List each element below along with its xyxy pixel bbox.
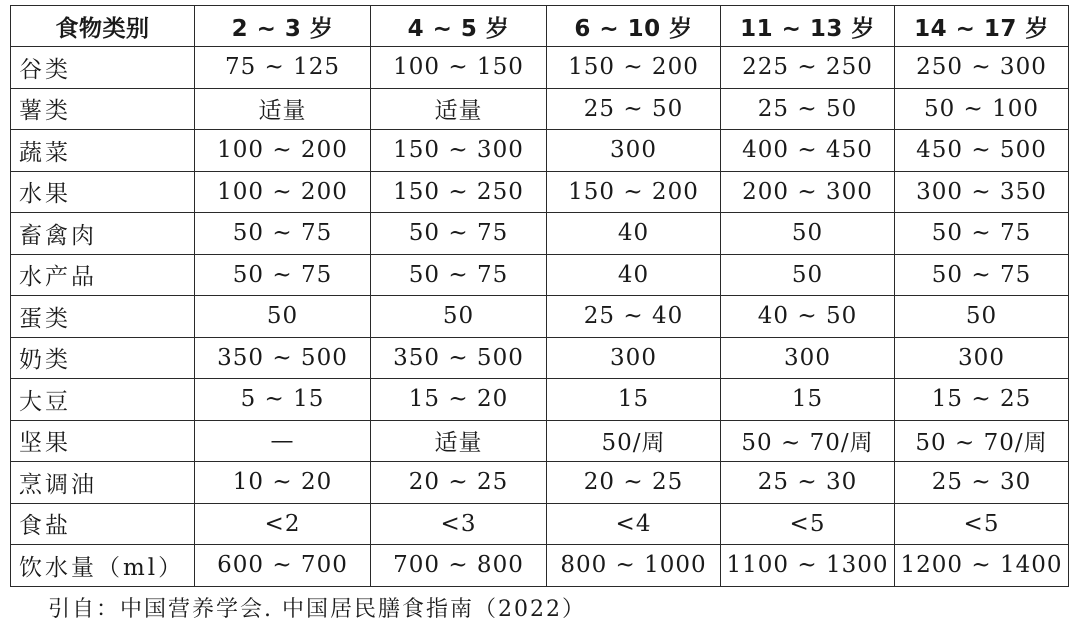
table-row — [11, 213, 1069, 255]
food-category-cell: 谷类 — [11, 47, 195, 89]
food-category-cell: 饮水量（ml） — [11, 545, 195, 587]
food-category-cell: 大豆 — [11, 379, 195, 421]
intake-value-cell: 40 ~ 50 — [721, 296, 895, 338]
table-row — [11, 171, 1069, 213]
header-age-4-5: 4 ~ 5 岁 — [371, 6, 547, 47]
intake-value-cell: 50 — [195, 296, 371, 338]
intake-value-cell: 50 ~ 75 — [195, 254, 371, 296]
intake-value-cell: 1200 ~ 1400 — [895, 545, 1069, 587]
intake-value-cell: 300 — [547, 337, 721, 379]
intake-value-cell: 50 ~ 75 — [895, 213, 1069, 255]
table-body — [11, 47, 1069, 587]
intake-value-cell: 50 ~ 75 — [895, 254, 1069, 296]
intake-value-cell: 15 ~ 20 — [371, 379, 547, 421]
intake-value-cell: 350 ~ 500 — [371, 337, 547, 379]
food-category-cell: 水果 — [11, 171, 195, 213]
table-row — [11, 379, 1069, 421]
header-age-6-10: 6 ~ 10 岁 — [547, 6, 721, 47]
intake-value-cell: 15 — [721, 379, 895, 421]
intake-value-cell: 300 — [895, 337, 1069, 379]
intake-value-cell: 适量 — [195, 88, 371, 130]
table-row — [11, 337, 1069, 379]
table-row — [11, 296, 1069, 338]
food-category-cell: 奶类 — [11, 337, 195, 379]
table-row — [11, 130, 1069, 172]
intake-value-cell: 50 — [721, 254, 895, 296]
intake-value-cell: 5 ~ 15 — [195, 379, 371, 421]
intake-value-cell: — — [195, 420, 371, 462]
table-row — [11, 88, 1069, 130]
table-row — [11, 503, 1069, 545]
intake-value-cell: 400 ~ 450 — [721, 130, 895, 172]
intake-value-cell: 15 — [547, 379, 721, 421]
intake-value-cell: 225 ~ 250 — [721, 47, 895, 89]
intake-value-cell: 15 ~ 25 — [895, 379, 1069, 421]
intake-value-cell: 25 ~ 40 — [547, 296, 721, 338]
intake-value-cell: 50 — [895, 296, 1069, 338]
food-category-cell: 蛋类 — [11, 296, 195, 338]
intake-value-cell: 150 ~ 300 — [371, 130, 547, 172]
intake-value-cell: <5 — [721, 503, 895, 545]
intake-value-cell: 150 ~ 200 — [547, 47, 721, 89]
food-category-cell: 蔬菜 — [11, 130, 195, 172]
table-row — [11, 47, 1069, 89]
intake-value-cell: 50 ~ 75 — [371, 254, 547, 296]
intake-value-cell: 50/周 — [547, 420, 721, 462]
intake-value-cell: 100 ~ 200 — [195, 130, 371, 172]
intake-value-cell: 300 — [547, 130, 721, 172]
intake-value-cell: 150 ~ 250 — [371, 171, 547, 213]
intake-value-cell: 50 — [721, 213, 895, 255]
intake-value-cell: 700 ~ 800 — [371, 545, 547, 587]
intake-value-cell: 1100 ~ 1300 — [721, 545, 895, 587]
table-row — [11, 545, 1069, 587]
table-row — [11, 462, 1069, 504]
header-age-2-3: 2 ~ 3 岁 — [195, 6, 371, 47]
intake-value-cell: 25 ~ 30 — [721, 462, 895, 504]
intake-table-container — [10, 5, 1068, 587]
intake-value-cell: 50 ~ 75 — [371, 213, 547, 255]
intake-value-cell: 50 ~ 70/周 — [895, 420, 1069, 462]
food-category-cell: 薯类 — [11, 88, 195, 130]
intake-value-cell: 10 ~ 20 — [195, 462, 371, 504]
intake-value-cell: 50 ~ 100 — [895, 88, 1069, 130]
intake-value-cell: 20 ~ 25 — [371, 462, 547, 504]
table-header-row — [11, 6, 1069, 47]
intake-value-cell: <2 — [195, 503, 371, 545]
food-category-cell: 坚果 — [11, 420, 195, 462]
food-intake-table — [10, 5, 1069, 587]
intake-value-cell: 25 ~ 50 — [721, 88, 895, 130]
header-age-14-17: 14 ~ 17 岁 — [895, 6, 1069, 47]
food-category-cell: 食盐 — [11, 503, 195, 545]
intake-value-cell: 40 — [547, 213, 721, 255]
intake-value-cell: 50 ~ 70/周 — [721, 420, 895, 462]
intake-value-cell: 50 ~ 75 — [195, 213, 371, 255]
intake-value-cell: 250 ~ 300 — [895, 47, 1069, 89]
intake-value-cell: 适量 — [371, 88, 547, 130]
intake-value-cell: 75 ~ 125 — [195, 47, 371, 89]
intake-value-cell: 40 — [547, 254, 721, 296]
intake-value-cell: 20 ~ 25 — [547, 462, 721, 504]
intake-value-cell: <3 — [371, 503, 547, 545]
table-row — [11, 420, 1069, 462]
intake-value-cell: 50 — [371, 296, 547, 338]
header-age-11-13: 11 ~ 13 岁 — [721, 6, 895, 47]
intake-value-cell: 300 ~ 350 — [895, 171, 1069, 213]
intake-value-cell: 100 ~ 150 — [371, 47, 547, 89]
source-citation: 引自：中国营养学会. 中国居民膳食指南（2022） — [48, 597, 586, 622]
intake-value-cell: 100 ~ 200 — [195, 171, 371, 213]
intake-value-cell: 25 ~ 50 — [547, 88, 721, 130]
intake-value-cell: 200 ~ 300 — [721, 171, 895, 213]
intake-value-cell: 800 ~ 1000 — [547, 545, 721, 587]
table-row — [11, 254, 1069, 296]
food-category-cell: 水产品 — [11, 254, 195, 296]
intake-value-cell: 300 — [721, 337, 895, 379]
header-food-category: 食物类别 — [11, 6, 195, 47]
intake-value-cell: 600 ~ 700 — [195, 545, 371, 587]
intake-value-cell: <4 — [547, 503, 721, 545]
food-category-cell: 畜禽肉 — [11, 213, 195, 255]
intake-value-cell: 25 ~ 30 — [895, 462, 1069, 504]
intake-value-cell: 350 ~ 500 — [195, 337, 371, 379]
intake-value-cell: <5 — [895, 503, 1069, 545]
intake-value-cell: 适量 — [371, 420, 547, 462]
food-category-cell: 烹调油 — [11, 462, 195, 504]
intake-value-cell: 150 ~ 200 — [547, 171, 721, 213]
intake-value-cell: 450 ~ 500 — [895, 130, 1069, 172]
